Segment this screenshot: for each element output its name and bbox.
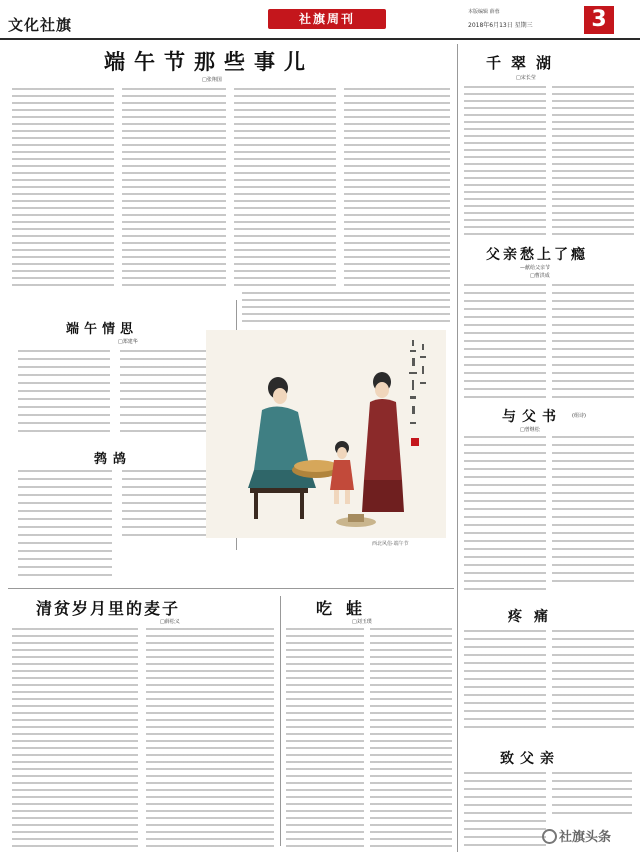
poem-body [552, 630, 634, 730]
article-body [552, 86, 634, 236]
article-title: 吃蛙 [316, 599, 377, 618]
poem-body [120, 350, 220, 438]
poem-note: (组诗) [572, 413, 586, 419]
poem-byline: □郑建华 [118, 339, 138, 345]
poem-body [552, 436, 634, 586]
watermark [542, 826, 611, 845]
article-body [464, 86, 546, 236]
article-body [242, 292, 450, 322]
poem-title: 端午情思 [66, 322, 139, 337]
poem-body [552, 284, 634, 402]
section-divider [8, 588, 454, 589]
issue-date: 2018年6月13日 星期三 [468, 22, 533, 29]
poem-title: 父亲愁上了瘾 [486, 247, 588, 263]
article-byline: □薛松义 [160, 619, 180, 625]
article-body [12, 628, 138, 848]
dragon-boat-festival-painting [206, 330, 446, 538]
poem-title: 鹁鸪 [94, 452, 133, 467]
poem-body [464, 630, 546, 730]
article-body [370, 628, 452, 848]
poem-body [464, 284, 546, 402]
article-title: 端午节那些事儿 [104, 49, 314, 74]
article-title: 清贫岁月里的麦子 [36, 599, 181, 618]
column-divider [457, 44, 458, 852]
page-header [0, 0, 640, 40]
article-body [146, 628, 274, 848]
illustration-caption: 西北风俗·端午节 [372, 541, 409, 547]
poem-byline: □曹洪成 [530, 273, 550, 279]
article-body [122, 88, 226, 288]
article-title: 千翠湖 [486, 54, 562, 72]
article-body [286, 628, 364, 848]
poem-body [464, 772, 546, 848]
section-title: 文化社旗 [8, 16, 73, 34]
poem-title: 与父书 [502, 409, 562, 425]
article-body [12, 88, 114, 288]
poem-subtitle: —献给父亲节 [520, 265, 551, 271]
column-divider [280, 596, 281, 846]
article-body [234, 88, 336, 288]
poem-title: 疼痛 [508, 609, 560, 625]
article-byline: □张翔国 [202, 77, 222, 83]
poem-body [18, 350, 110, 438]
article-byline: □宋长莹 [516, 75, 536, 81]
poem-body [552, 772, 632, 820]
article-byline: □刘玉璞 [352, 619, 372, 625]
masthead-logo: 社旗周刊 [268, 9, 386, 29]
editors-line: 本版编辑 薛蓉 [468, 9, 500, 15]
poem-title: 致父亲 [500, 751, 560, 767]
poem-body [18, 470, 112, 580]
page-number: 3 [584, 6, 614, 34]
watermark-text: 社旗头条 [559, 830, 612, 845]
article-body [344, 88, 450, 288]
poem-body [464, 436, 546, 596]
illustration [206, 330, 446, 538]
wechat-icon [542, 829, 557, 844]
poem-byline: □曾继松 [520, 427, 540, 433]
